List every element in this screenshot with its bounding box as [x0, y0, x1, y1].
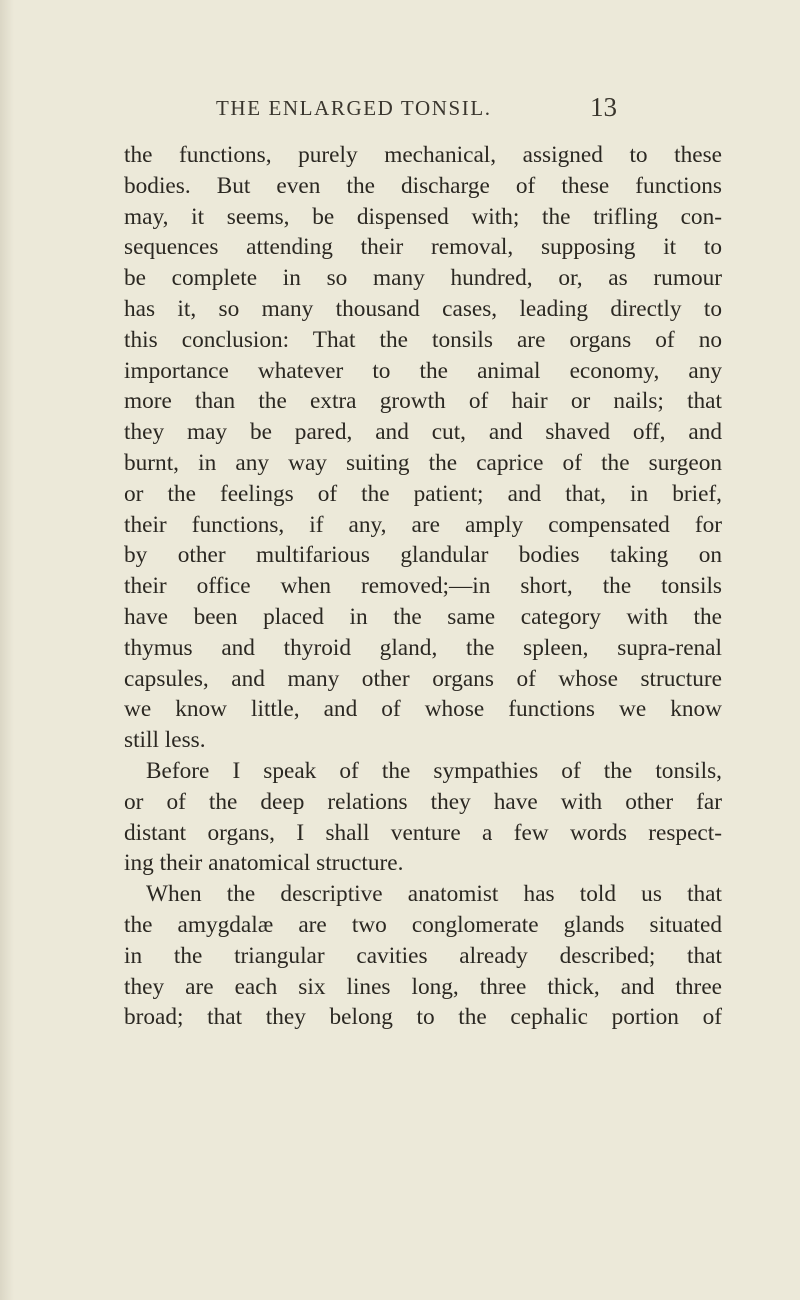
text-line: we know little, and of whose functions we know — [124, 696, 722, 723]
text-line: may, it seems, be dispensed with; the trifling con- — [124, 203, 722, 230]
text-line: their office when removed;—in short, the tonsils — [124, 573, 722, 600]
text-line: bodies. But even the discharge of these functions — [124, 172, 722, 199]
text-line: in the triangular cavities already described; that — [124, 942, 722, 969]
text-line: capsules, and many other organs of whose structure — [124, 665, 722, 692]
text-line: has it, so many thousand cases, leading directly to — [124, 295, 722, 322]
text-line: burnt, in any way suiting the caprice of the surgeon — [124, 449, 722, 476]
text-line: thymus and thyroid gland, the spleen, supra-renal — [124, 634, 722, 661]
text-line: the functions, purely mechanical, assigned to these — [124, 142, 722, 168]
text-line: have been placed in the same category with the — [124, 603, 722, 630]
text-line: by other multifarious glandular bodies taking on — [124, 542, 722, 569]
text-line: still less. — [124, 727, 206, 754]
body-text — [124, 140, 722, 1033]
text-line: distant organs, I shall venture a few words respect- — [124, 819, 722, 846]
text-line: sequences attending their removal, supposing it to — [124, 234, 722, 261]
text-line: they may be pared, and cut, and shaved off, and — [124, 419, 722, 446]
page-number: 13 — [590, 92, 617, 122]
text-line: more than the extra growth of hair or nails; that — [124, 388, 722, 415]
text-line: ing their anatomical structure. — [124, 850, 404, 877]
text-line: broad; that they belong to the cephalic portion of — [124, 1004, 722, 1031]
page-header — [0, 92, 800, 136]
text-line: or of the deep relations they have with other far — [124, 788, 722, 815]
text-line: they are each six lines long, three thick, and three — [124, 973, 722, 1000]
text-line: the amygdalæ are two conglomerate glands situated — [124, 911, 722, 938]
running-title: THE ENLARGED TONSIL. — [216, 96, 492, 120]
text-line: or the feelings of the patient; and that, in brief, — [124, 480, 722, 507]
paragraph-first-line: When the descriptive anatomist has told us that — [146, 881, 722, 908]
text-line: be complete in so many hundred, or, as rumour — [124, 265, 722, 292]
text-line: their functions, if any, are amply compensated for — [124, 511, 722, 538]
paragraph-first-line: Before I speak of the sympathies of the tonsils, — [146, 757, 722, 784]
page-edge-shadow — [0, 0, 14, 1300]
text-line: this conclusion: That the tonsils are organs of no — [124, 326, 722, 353]
text-line: importance whatever to the animal economy, any — [124, 357, 722, 384]
